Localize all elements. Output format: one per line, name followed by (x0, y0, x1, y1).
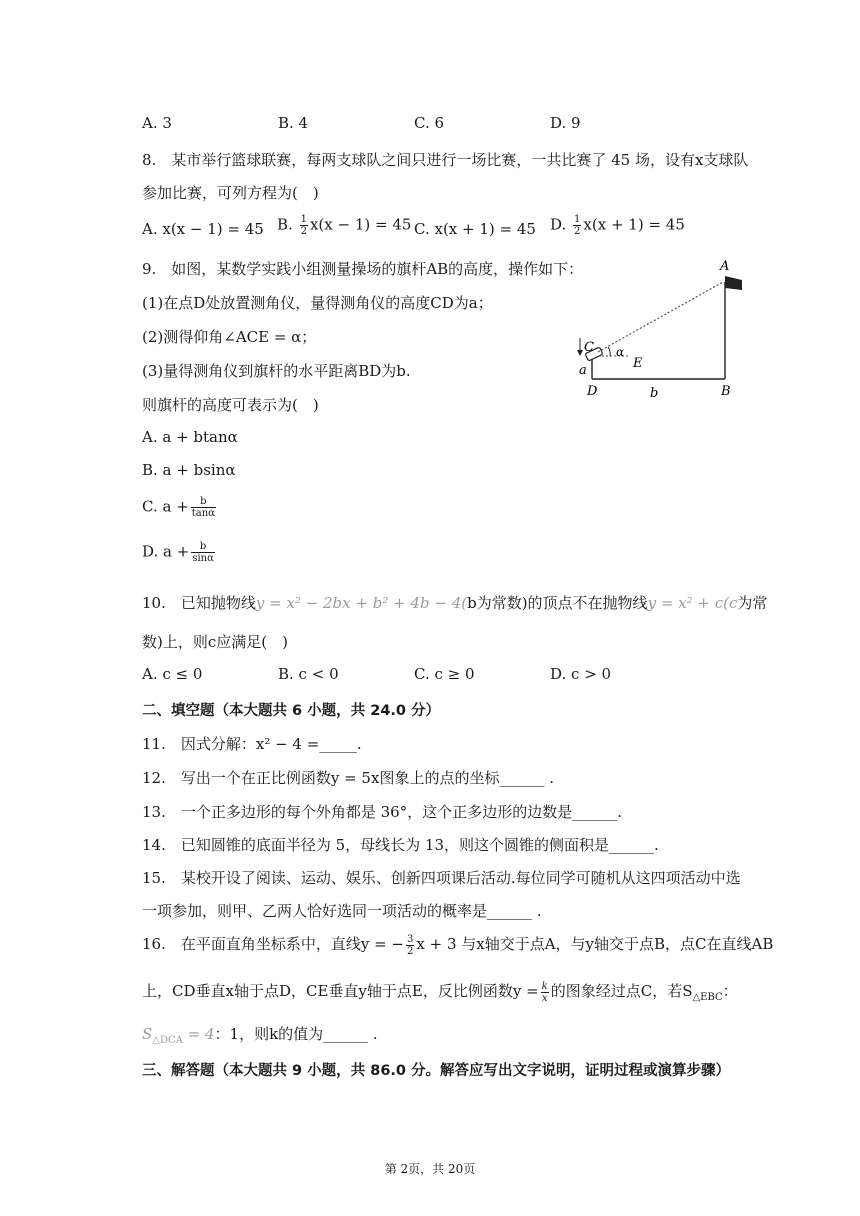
q9-step-3: (3)量得测角仪到旗杆的水平距离BD为b. (142, 362, 411, 380)
q16-line3 (142, 1023, 378, 1046)
q12: 12. 写出一个在正比例函数y = 5x图象上的点的坐标______ . (142, 769, 554, 787)
q9-step-1: (1)在点D处放置测角仪，量得测角仪的高度CD为a； (142, 294, 493, 312)
q11: 11. 因式分解：x² − 4 =_____. (142, 735, 362, 753)
q16-subscript-dca: △DCA (152, 1035, 183, 1046)
q10-option-d: D. c > 0 (550, 665, 612, 683)
label-a-height: a (579, 363, 587, 378)
fraction-denominator: tanα (191, 508, 215, 519)
fraction-denominator: 2 (407, 945, 414, 957)
q16-fraction-1 (406, 934, 414, 957)
q8-option-a: A. x(x − 1) = 45 (142, 220, 264, 238)
label-b-distance: b (650, 386, 659, 401)
q8-option-c: C. x(x + 1) = 45 (414, 220, 536, 238)
flag-icon (725, 276, 742, 290)
q9-step-2: (2)测得仰角∠ACE = α； (142, 328, 317, 346)
q9-option-d-label: D. a + (142, 542, 190, 561)
q13: 13. 一个正多边形的每个外角都是 36°，这个正多边形的边数是______. (142, 803, 622, 821)
fraction-numerator: k (541, 980, 548, 992)
q16-line1-end: x + 3 与x轴交于点A，与y轴交于点B，点C在直线AB (416, 935, 774, 953)
q9-option-c-label: C. a + (142, 497, 189, 516)
q8-option-b (277, 214, 411, 237)
label-b: B (721, 384, 731, 399)
q15-line1: 15. 某校开设了阅读、运动、娱乐、创新四项课后活动.每位同学可随机从这四项活动中选 (142, 869, 741, 887)
q9-option-d (142, 541, 217, 564)
label-d: D (587, 384, 598, 399)
fraction-numerator: b (191, 496, 216, 508)
q10-suffix: 为常 (737, 594, 768, 612)
fraction-denominator: 2 (300, 226, 307, 237)
flagpole-figure (570, 252, 750, 402)
q8-stem-line1: 8. 某市举行篮球联赛，每两支球队之间只进行一场比赛，一共比赛了 45 场，设有x支球队 (142, 151, 749, 169)
fraction-denominator: x (541, 992, 548, 1004)
q10-middle: b为常数)的顶点不在抛物线 (467, 594, 648, 612)
q7-option-b: B. 4 (278, 114, 309, 132)
q16-line3-s: S (142, 1025, 153, 1043)
fraction-numerator: 1 (300, 214, 307, 225)
label-e: E (633, 356, 643, 371)
q15-line2: 一项参加，则甲、乙两人恰好选同一项活动的概率是______ . (142, 902, 542, 920)
section-3-heading: 三、解答题（本大题共 9 小题，共 86.0 分。解答应写出文字说明，证明过程或演算步骤） (142, 1063, 731, 1079)
arrow-head-icon (577, 350, 583, 356)
label-alpha: α (616, 345, 625, 359)
q9-option-c (142, 496, 218, 519)
page-footer: 第 2页，共 20页 (384, 1162, 476, 1176)
q16-line2 (142, 980, 738, 1004)
sight-line-ca (598, 282, 723, 352)
q14: 14. 已知圆锥的底面半径为 5，母线长为 13，则这个圆锥的侧面积是______. (142, 836, 659, 854)
q8-option-d-fraction (573, 214, 581, 237)
q7-option-a: A. 3 (142, 114, 172, 132)
fraction-denominator: 2 (574, 226, 581, 237)
fraction-numerator: 1 (574, 214, 581, 225)
q7-option-d: D. 9 (550, 114, 581, 132)
q8-option-d-expression: x(x + 1) = 45 (583, 215, 685, 234)
section-2-heading: 二、填空题（本大题共 6 小题，共 24.0 分） (142, 703, 441, 719)
q16-subscript-ebc: △EBC (692, 992, 723, 1003)
q8-stem-line2: 参加比赛，可列方程为( ) (142, 184, 319, 202)
q9-option-b: B. a + bsinα (142, 461, 236, 479)
q10-stem-line1 (142, 592, 767, 613)
q8-option-b-fraction (300, 214, 308, 237)
q16-line1 (142, 933, 773, 957)
q10-prefix: 10. 已知抛物线 (142, 594, 256, 612)
q16-line1-start: 16. 在平面直角坐标系中，直线y = − (142, 935, 405, 953)
q9-option-a: A. a + btanα (142, 428, 238, 446)
q9-option-c-fraction (191, 496, 216, 519)
fraction-denominator: sinα (192, 553, 214, 564)
q10-equation-2: y = x² + c(c (647, 594, 738, 612)
q10-option-b: B. c < 0 (278, 665, 339, 683)
q8-option-b-label: B. (277, 215, 298, 234)
q16-fraction-2 (541, 981, 549, 1004)
q10-stem-line2: 数)上，则c应满足( ) (142, 633, 288, 651)
q16-line3-eq: = 4 (182, 1025, 215, 1043)
q10-equation-1: y = x² − 2bx + b² + 4b − 4( (255, 594, 468, 612)
q7-option-c: C. 6 (414, 114, 445, 132)
fraction-numerator: b (191, 541, 215, 553)
q9-stem-line1: 9. 如图，某数学实践小组测量操场的旗杆AB的高度，操作如下： (142, 260, 584, 278)
q16-line2-start: 上，CD垂直x轴于点D，CE垂直y轴于点E，反比例函数y = (142, 982, 539, 1000)
q16-line2-end: ： (722, 982, 738, 1000)
q9-option-d-fraction (191, 541, 215, 564)
q10-option-a: A. c ≤ 0 (142, 665, 203, 683)
fraction-numerator: 3 (407, 933, 414, 945)
q8-option-d-label: D. (550, 215, 572, 234)
q8-option-b-expression: x(x − 1) = 45 (309, 215, 412, 234)
q10-option-c: C. c ≥ 0 (414, 665, 475, 683)
label-c: C (584, 340, 594, 355)
angle-arc (608, 347, 610, 356)
q8-option-d (550, 214, 685, 237)
q16-line2-middle: 的图象经过点C，若S (550, 982, 693, 1000)
label-a: A (720, 259, 730, 274)
q16-line3-end: ：1，则k的值为______ . (214, 1025, 378, 1043)
q9-question: 则旗杆的高度可表示为( ) (142, 396, 319, 414)
